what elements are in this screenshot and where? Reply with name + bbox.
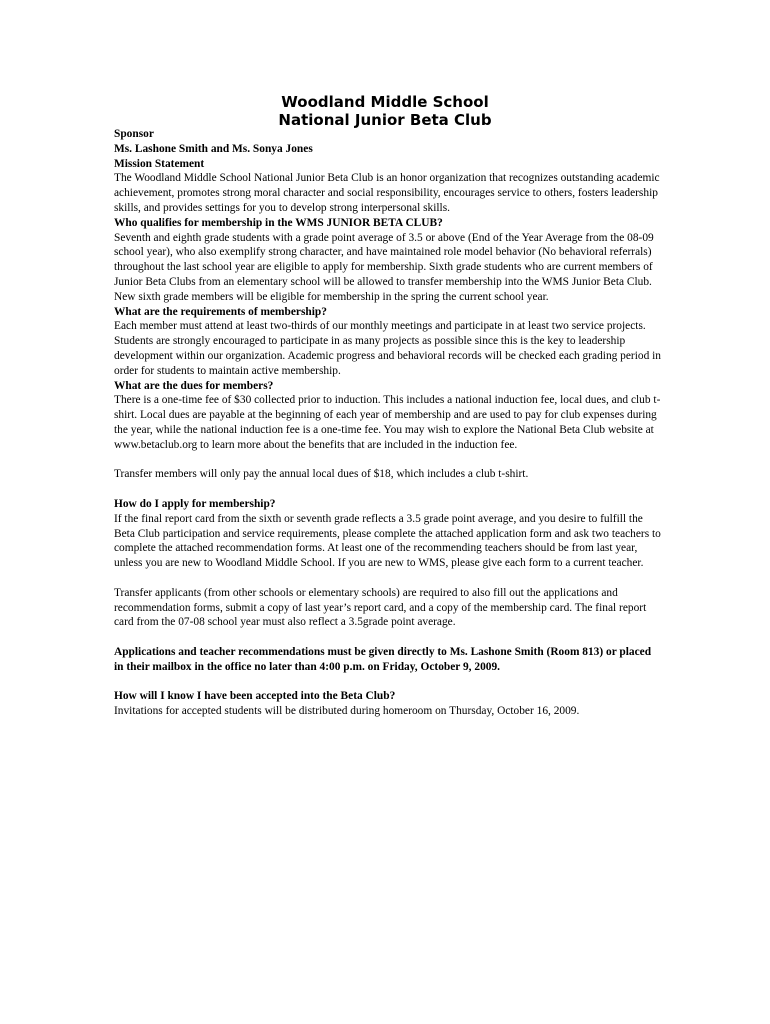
dues-paragraph: There is a one-time fee of $30 collected prior to induction. This includes a national induction fee, local dues, and club t-shirt. Local dues are payable at the beginning of each year of membership and are used to pay for club expenses during the year, while the national induction fee is a one-time fee. You may wish to explore the National Beta Club website at www.betaclub.org to learn more about the benefits that are included in the induction fee.: [114, 394, 661, 451]
sponsor-heading: Sponsor: [114, 128, 154, 140]
qualifies-paragraph: Seventh and eighth grade students with a grade point average of 3.5 or above (End of the Year Average from the 08-09 school year), who also exemplify strong character, and have maintained role model behavior (No behavioral referrals) throughout the last school year are eligible to apply for membership. Sixth grade students who are current members of Junior Beta Clubs from an elementary school will be allowed to transfer membership into the WMS Junior Beta Club. New sixth grade members will be eligible for membership in the spring the current school year.: [114, 231, 654, 303]
club-title: National Junior Beta Club: [278, 111, 492, 129]
accepted-heading: How will I know I have been accepted into the Beta Club?: [114, 690, 396, 703]
requirements-paragraph: Each member must attend at least two-thirds of our monthly meetings and participate in at least two service projects. Students are strongly encouraged to participate in as many projects as possible since this is the key to leadership development within our organization. Academic progress and behavioral records will be checked each grading period in order for students to maintain active membership.: [114, 320, 661, 377]
spacer: [114, 630, 662, 645]
transfer-applicants-paragraph: Transfer applicants (from other schools or elementary schools) are required to also fill out the applications and recommendation forms, submit a copy of last year’s report card, and a copy of the membership card. The final report card from the 07-08 school year must also reflect a 3.5grade point average.: [114, 586, 647, 629]
document-body: [114, 127, 662, 719]
school-title: Woodland Middle School: [281, 93, 489, 111]
sponsor-names: Ms. Lashone Smith and Ms. Sonya Jones: [114, 142, 313, 155]
accepted-paragraph: Invitations for accepted students will be distributed during homeroom on Thursday, October 16, 2009.: [114, 705, 580, 718]
mission-heading: Mission Statement: [114, 157, 205, 170]
apply-heading: How do I apply for membership?: [114, 497, 276, 510]
spacer: [114, 571, 662, 586]
deadline-paragraph: Applications and teacher recommendations must be given directly to Ms. Lashone Smith (Room 813) or placed in their mailbox in the office no later than 4:00 p.m. on Friday, October 9, 2009.: [114, 645, 652, 673]
spacer: [114, 482, 662, 497]
dues-heading: What are the dues for members?: [114, 379, 274, 392]
spacer: [114, 453, 662, 468]
qualifies-heading: Who qualifies for membership in the WMS JUNIOR BETA CLUB?: [114, 216, 443, 229]
mission-paragraph: The Woodland Middle School National Junior Beta Club is an honor organization that recognizes outstanding academic achievement, promotes strong moral character and social responsibility, encourages service to others, fosters leadership skills, and provides settings for you to develop strong interpersonal skills.: [114, 172, 660, 214]
requirements-heading: What are the requirements of membership?: [114, 305, 327, 318]
transfer-dues-paragraph: Transfer members will only pay the annual local dues of $18, which includes a club t-shirt.: [114, 468, 529, 481]
spacer: [114, 674, 662, 689]
apply-paragraph: If the final report card from the sixth or seventh grade reflects a 3.5 grade point average, and you desire to fulfill the Beta Club participation and service requirements, please complete the attached application form and ask two teachers to complete the attached recommendation forms. At least one of the recommending teachers should be from last year, unless you are new to Woodland Middle School. If you are new to WMS, please give each form to a current teacher.: [114, 512, 661, 570]
